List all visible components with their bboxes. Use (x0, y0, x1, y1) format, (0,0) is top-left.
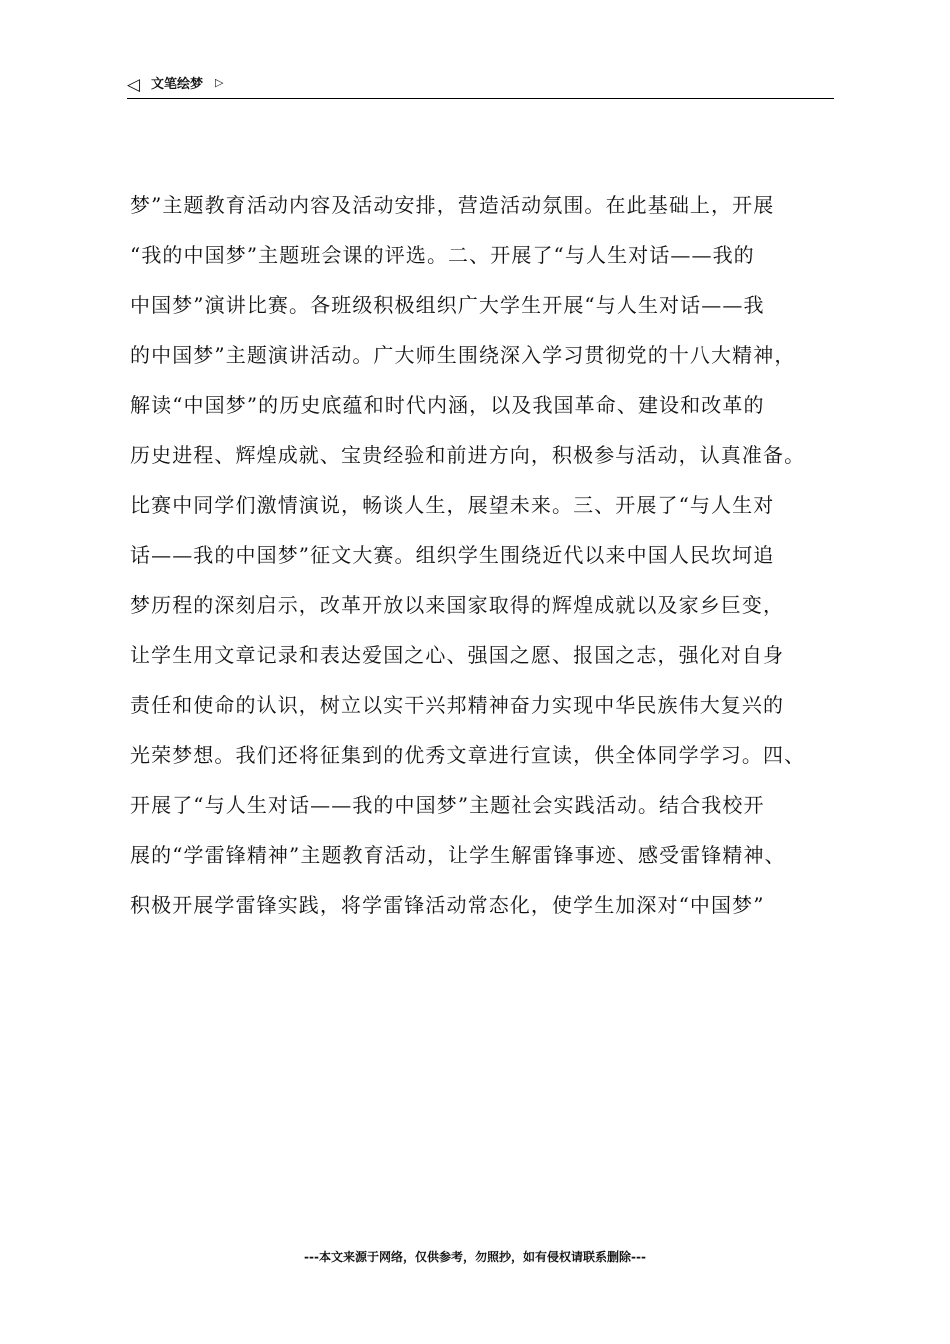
text-line: 梦”主题教育活动内容及活动安排，营造活动氛围。在此基础上，开展 (130, 193, 775, 217)
text-line: 让学生用文章记录和表达爱国之心、强国之愿、报国之志，强化对自身 (130, 643, 785, 667)
header-brand: 文笔绘梦 (151, 77, 204, 92)
text-line: 光荣梦想。我们还将征集到的优秀文章进行宣读，供全体同学学习。四、 (130, 743, 806, 767)
document-body (130, 180, 840, 930)
text-line: 积极开展学雷锋实践，将学雷锋活动常态化，使学生加深对“中国梦” (130, 893, 765, 917)
text-line: 中国梦”演讲比赛。各班级积极组织广大学生开展“与人生对话——我 (130, 293, 765, 317)
text-line: 解读“中国梦”的历史底蕴和时代内涵，以及我国革命、建设和改革的 (130, 393, 765, 417)
page-footer: ---本文来源于网络，仅供参考，勿照抄，如有侵权请联系删除--- (304, 1250, 646, 1264)
text-line: 开展了“与人生对话——我的中国梦”主题社会实践活动。结合我校开 (130, 793, 765, 817)
text-line: 的中国梦”主题演讲活动。广大师生围绕深入学习贯彻党的十八大精神， (130, 343, 796, 367)
page-header (127, 74, 834, 99)
text-line: 展的“学雷锋精神”主题教育活动，让学生解雷锋事迹、感受雷锋精神、 (130, 843, 786, 867)
text-line: “我的中国梦”主题班会课的评选。二、开展了“与人生对话——我的 (130, 243, 755, 267)
text-line: 话——我的中国梦”征文大赛。组织学生围绕近代以来中国人民坎坷追 (130, 543, 775, 567)
right-triangle-icon: ▷ (215, 76, 224, 89)
text-line: 责任和使命的认识，树立以实干兴邦精神奋力实现中华民族伟大复兴的 (130, 693, 785, 717)
text-line: 历史进程、辉煌成就、宝贵经验和前进方向，积极参与活动，认真准备。 (130, 443, 806, 467)
text-line: 比赛中同学们激情演说，畅谈人生，展望未来。三、开展了“与人生对 (130, 493, 775, 517)
left-triangle-icon: ◁ (127, 75, 141, 95)
text-line: 梦历程的深刻启示，改革开放以来国家取得的辉煌成就以及家乡巨变， (130, 593, 785, 617)
